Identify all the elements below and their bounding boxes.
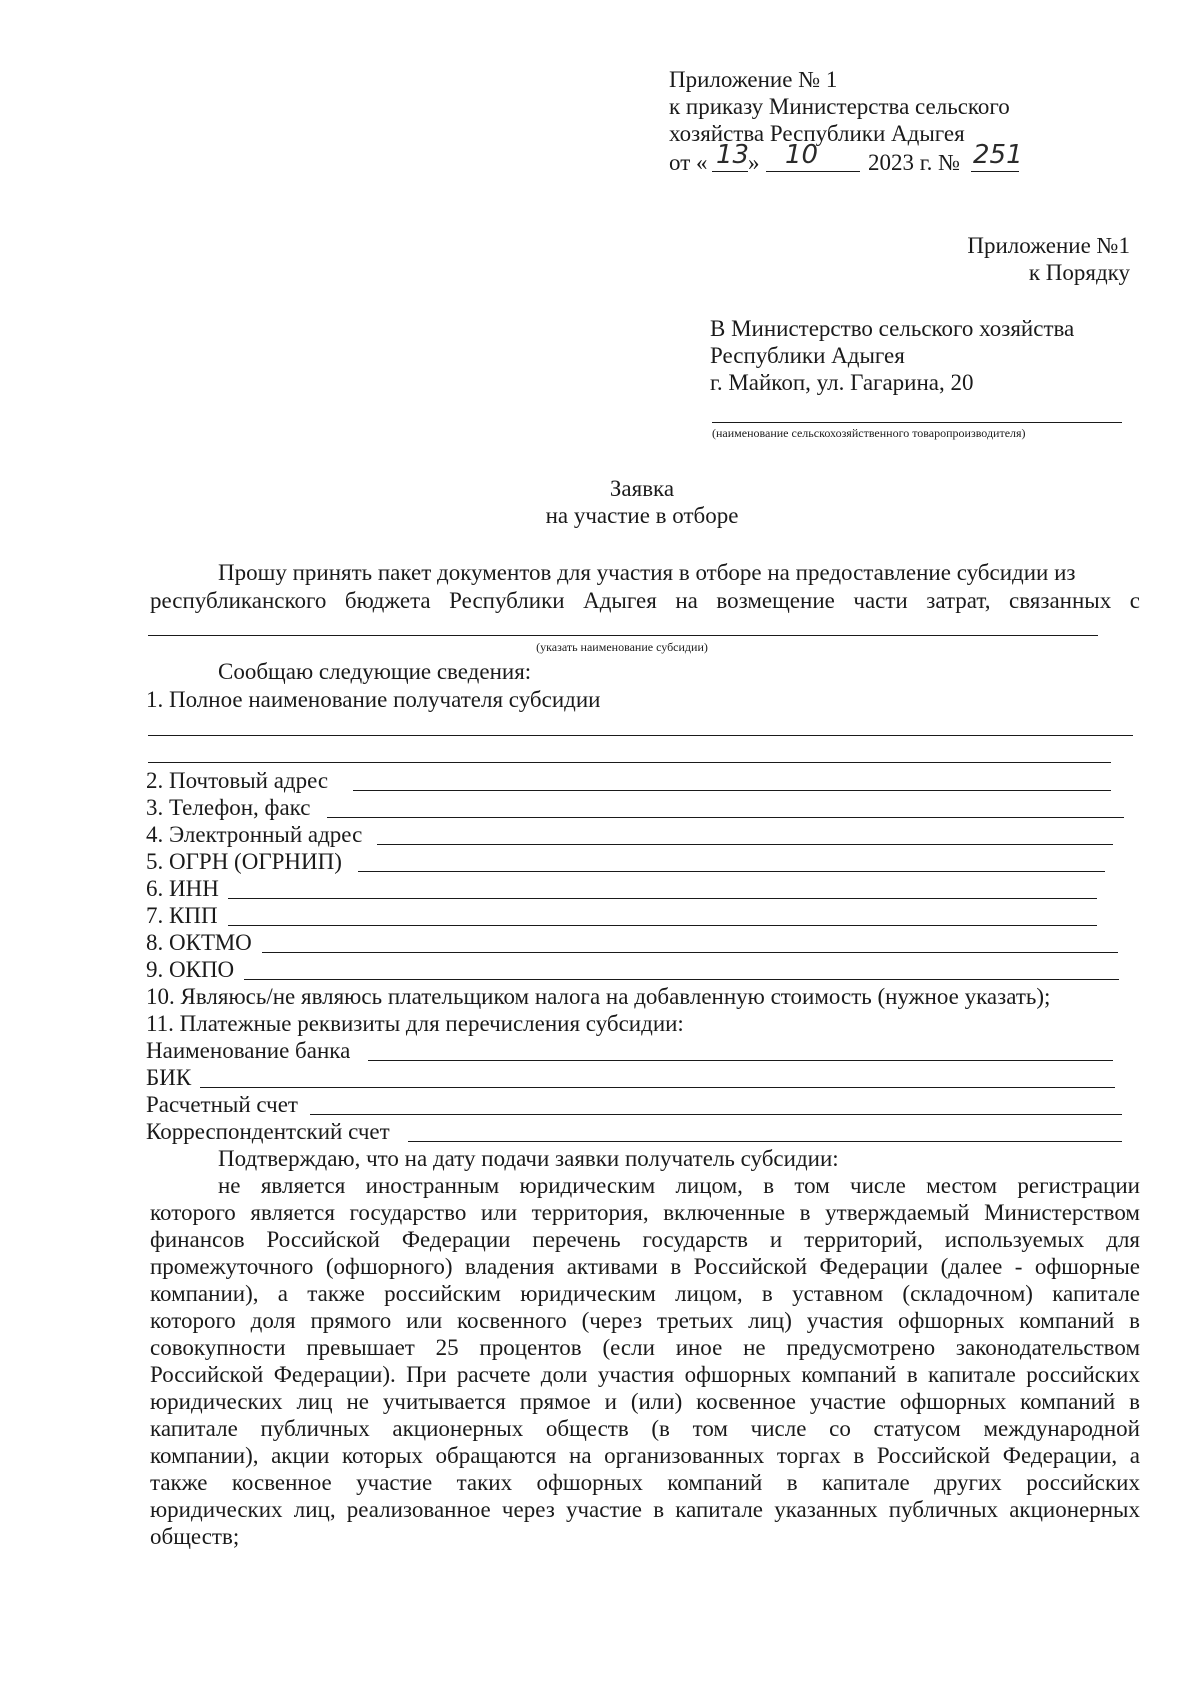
subsidy-name-underline <box>148 635 1098 636</box>
confirm-line: промежуточного (офшорного) владения активами в Российской Федерации (далее - офшорные <box>150 1254 1140 1279</box>
annex-header-line1: Приложение № 1 <box>669 67 838 92</box>
field-bank-name-line[interactable] <box>368 1060 1113 1061</box>
field-bank-name-label: Наименование банка <box>146 1038 351 1063</box>
confirm-line: компании), акции которых обращаются на организованных торгах в Российской Федерации, а <box>150 1443 1140 1468</box>
confirm-line: юридических лиц не учитывается прямое и (или) косвенное участие офшорных компаний в <box>150 1389 1140 1414</box>
field-email-line[interactable] <box>377 844 1113 845</box>
handwritten-number: 251 <box>973 140 1023 170</box>
field-inn-line[interactable] <box>228 898 1097 899</box>
confirm-line: также косвенное участие таких офшорных компаний в капитале других российских <box>150 1470 1140 1495</box>
field-postal-address-label: 2. Почтовый адрес <box>146 768 329 793</box>
subsidy-name-caption: (указать наименование субсидии) <box>536 640 708 654</box>
field-account-label: Расчетный счет <box>146 1092 298 1117</box>
confirm-line: компании), а также российским юридическим лицом, в уставном (складочном) капитале <box>150 1281 1140 1306</box>
day-underline <box>712 171 748 172</box>
field-payment-details-label: 11. Платежные реквизиты для перечисления субсидии: <box>146 1011 684 1036</box>
field-okpo-line[interactable] <box>244 979 1119 980</box>
field-full-name-line2[interactable] <box>148 762 1111 763</box>
field-oktmo-line[interactable] <box>262 952 1118 953</box>
field-account-line[interactable] <box>310 1114 1122 1115</box>
annex-header-line3: хозяйства Республики Адыгея <box>669 121 965 146</box>
field-kpp-label: 7. КПП <box>146 903 218 928</box>
field-full-name-line1[interactable] <box>148 735 1133 736</box>
request-line2: республиканского бюджета Республики Адыгея на возмещение части затрат, связанных с <box>150 588 1140 613</box>
info-intro: Сообщаю следующие сведения: <box>218 659 532 684</box>
field-corr-account-label: Корреспондентский счет <box>146 1119 390 1144</box>
confirm-line: не является иностранным юридическим лицом, в том числе местом регистрации <box>218 1173 1140 1198</box>
month-underline <box>766 171 860 172</box>
addressee-line1: В Министерство сельского хозяйства <box>710 316 1075 341</box>
handwritten-month: 10 <box>785 140 819 170</box>
confirm-line: которого доля прямого или косвенного (через третьих лиц) участия офшорных компаний в <box>150 1308 1140 1333</box>
field-inn-label: 6. ИНН <box>146 876 219 901</box>
field-full-name-label: 1. Полное наименование получателя субсидии <box>146 687 601 712</box>
date-prefix: от « <box>669 150 708 175</box>
request-line1: Прошу принять пакет документов для участия в отборе на предоставление субсидии из <box>218 560 1076 585</box>
confirm-line: юридических лиц, реализованное через участие в капитале указанных публичных акционерных <box>150 1497 1140 1522</box>
addressee-line2: Республики Адыгея <box>710 343 905 368</box>
addressee-line3: г. Майкоп, ул. Гагарина, 20 <box>710 370 974 395</box>
confirm-line: капитале публичных акционерных обществ (в том числе со статусом международной <box>150 1416 1140 1441</box>
field-vat-status: 10. Являюсь/не являюсь плательщиком налога на добавленную стоимость (нужное указать); <box>146 984 1051 1009</box>
document-subtitle: на участие в отборе <box>545 503 739 528</box>
field-phone-fax-label: 3. Телефон, факс <box>146 795 311 820</box>
field-oktmo-label: 8. ОКТМО <box>146 930 252 955</box>
confirm-line: обществ; <box>150 1524 240 1549</box>
producer-name-underline <box>712 422 1122 423</box>
annex-header-line2: к приказу Министерства сельского <box>669 94 1010 119</box>
field-bik-label: БИК <box>146 1065 192 1090</box>
field-kpp-line[interactable] <box>228 925 1097 926</box>
field-corr-account-line[interactable] <box>408 1141 1122 1142</box>
annex-order-line1: Приложение №1 <box>967 233 1130 258</box>
annex-order-line2: к Порядку <box>1028 260 1130 285</box>
handwritten-day: 13 <box>716 140 750 170</box>
number-underline <box>971 171 1019 172</box>
field-postal-address-line[interactable] <box>353 790 1111 791</box>
confirm-line: Российской Федерации). При расчете доли участия офшорных компаний в капитале российских <box>150 1362 1140 1387</box>
field-ogrn-label: 5. ОГРН (ОГРНИП) <box>146 849 342 874</box>
field-okpo-label: 9. ОКПО <box>146 957 235 982</box>
field-bik-line[interactable] <box>200 1087 1115 1088</box>
document-title: Заявка <box>609 476 675 501</box>
year-and-number-label: 2023 г. № <box>868 150 961 175</box>
date-quote-close: » <box>748 150 760 175</box>
confirm-line: финансов Российской Федерации перечень государств и территорий, используемых для <box>150 1227 1140 1252</box>
field-ogrn-line[interactable] <box>358 871 1105 872</box>
field-email-label: 4. Электронный адрес <box>146 822 363 847</box>
confirm-line: которого является государство или территория, включенные в утверждаемый Министерством <box>150 1200 1140 1225</box>
confirm-line: совокупности превышает 25 процентов (если иное не предусмотрено законодательством <box>150 1335 1140 1360</box>
confirm-intro: Подтверждаю, что на дату подачи заявки получатель субсидии: <box>218 1146 839 1171</box>
field-phone-fax-line[interactable] <box>327 817 1124 818</box>
producer-name-caption: (наименование сельскохозяйственного товаропроизводителя) <box>712 426 1026 440</box>
